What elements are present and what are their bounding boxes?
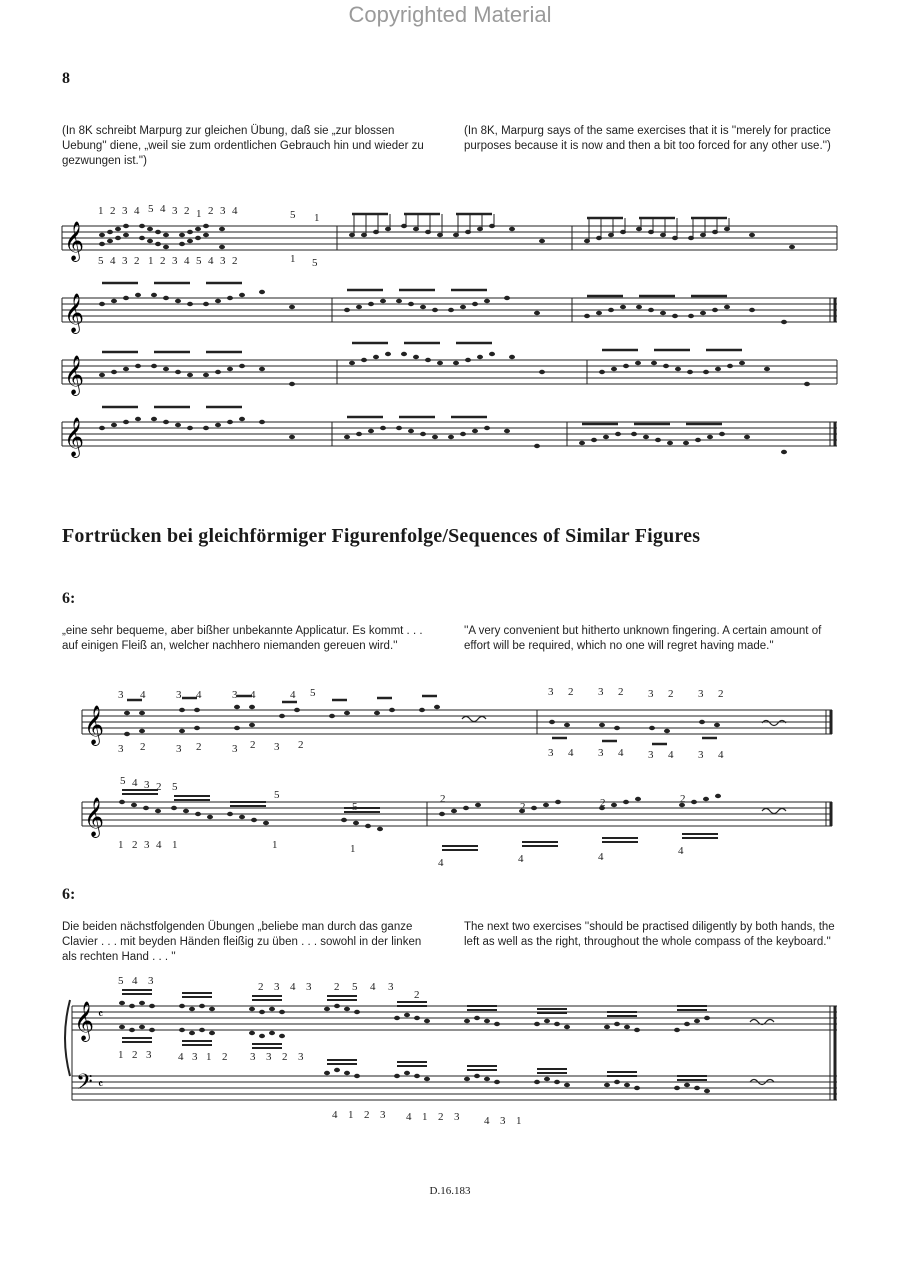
svg-text:2: 2 [196, 741, 202, 753]
music-staff-6 [82, 775, 842, 870]
svg-text:1: 1 [172, 839, 178, 851]
fingering-below-3: 3 [122, 255, 128, 267]
svg-text:2: 2 [618, 686, 624, 698]
music-staff-1 [62, 196, 842, 276]
svg-text:2: 2 [132, 839, 138, 851]
fingering-below-7: 3 [172, 255, 178, 267]
svg-text:3: 3 [266, 1051, 272, 1063]
example-2-number: 6: [62, 886, 76, 903]
svg-text:𝄞: 𝄞 [74, 1003, 95, 1040]
svg-text:4: 4 [290, 689, 296, 701]
svg-text:3: 3 [454, 1111, 460, 1123]
svg-text:1: 1 [272, 839, 278, 851]
fingering-above-7: 3 [172, 205, 178, 217]
fingering-below-2: 4 [110, 255, 116, 267]
fingering-below-8: 4 [184, 255, 190, 267]
svg-text:4: 4 [618, 747, 624, 759]
svg-text:2: 2 [440, 793, 446, 805]
section-heading: Fortrücken bei gleichförmiger Figurenfolge/Sequences of Similar Figures [62, 525, 701, 547]
svg-text:2: 2 [680, 793, 686, 805]
svg-text:3: 3 [698, 749, 704, 761]
svg-text:3: 3 [274, 741, 280, 753]
fingering-above-11: 3 [220, 205, 226, 217]
svg-text:3: 3 [144, 779, 150, 791]
svg-text:4: 4 [406, 1111, 412, 1123]
svg-text:5: 5 [172, 781, 178, 793]
svg-text:3: 3 [388, 981, 394, 993]
svg-text:2: 2 [282, 1051, 288, 1063]
fingering-above-8: 2 [184, 205, 190, 217]
svg-text:4: 4 [290, 981, 296, 993]
svg-text:4: 4 [518, 853, 524, 865]
svg-text:4: 4 [484, 1115, 490, 1127]
svg-text:3: 3 [146, 1049, 152, 1061]
music-staff-2 [62, 278, 842, 338]
svg-text:2: 2 [568, 686, 574, 698]
svg-text:4: 4 [438, 857, 444, 869]
svg-text:2: 2 [520, 801, 526, 813]
svg-text:1: 1 [516, 1115, 522, 1127]
svg-text:3: 3 [232, 689, 238, 701]
svg-text:2: 2 [258, 981, 264, 993]
svg-text:2: 2 [718, 688, 724, 700]
svg-text:5: 5 [118, 975, 124, 987]
svg-text:𝄞: 𝄞 [64, 357, 85, 394]
svg-text:4: 4 [132, 975, 138, 987]
svg-text:𝄞: 𝄞 [84, 799, 105, 836]
svg-text:5: 5 [310, 687, 316, 699]
svg-text:4: 4 [678, 845, 684, 857]
svg-text:3: 3 [306, 981, 312, 993]
fingering-above-2: 2 [110, 205, 116, 217]
svg-text:4: 4 [250, 689, 256, 701]
page-number: 8 [62, 70, 70, 87]
svg-text:4: 4 [196, 689, 202, 701]
svg-text:3: 3 [176, 743, 182, 755]
svg-text:1: 1 [206, 1051, 212, 1063]
example-2-german: Die beiden nächstfolgenden Übungen „beliebe man durch das ganze Clavier . . . mit beyden Händen fleißig zu üben . . . sowohl in der linken als rechten Hand . . . '' [62, 921, 422, 963]
svg-text:3: 3 [548, 686, 554, 698]
svg-text:1: 1 [348, 1109, 354, 1121]
watermark: Copyrighted Material [348, 2, 552, 27]
svg-text:1: 1 [422, 1111, 428, 1123]
fingering-below-5: 1 [148, 255, 154, 267]
svg-text:3: 3 [648, 688, 654, 700]
svg-text:𝄴: 𝄴 [98, 1007, 104, 1021]
svg-text:𝄞: 𝄞 [64, 295, 85, 332]
fingering-above-10: 2 [208, 205, 214, 217]
fingering-below-10: 4 [208, 255, 214, 267]
svg-text:2: 2 [668, 688, 674, 700]
svg-text:2: 2 [334, 981, 340, 993]
fingering-above-1: 1 [98, 205, 104, 217]
example-2-english: The next two exercises ''should be practised diligently by both hands, the left as well as the right, throughout the whole compass of the keyboard.'' [464, 921, 835, 948]
svg-text:2: 2 [364, 1109, 370, 1121]
music-grand-staff [62, 975, 842, 1138]
fingering-above-5: 5 [148, 203, 154, 215]
svg-text:2: 2 [600, 797, 606, 809]
fingering-below-4: 2 [134, 255, 140, 267]
fingering-below-6: 2 [160, 255, 166, 267]
svg-text:5: 5 [120, 775, 126, 787]
fingering-below-1: 5 [98, 255, 104, 267]
music-staff-3 [62, 340, 842, 400]
svg-text:3: 3 [144, 839, 150, 851]
svg-text:3: 3 [118, 689, 124, 701]
svg-text:3: 3 [176, 689, 182, 701]
svg-text:2: 2 [414, 989, 420, 1001]
svg-text:4: 4 [598, 851, 604, 863]
svg-text:2: 2 [438, 1111, 444, 1123]
svg-text:3: 3 [598, 747, 604, 759]
intro-english: (In 8K, Marpurg says of the same exercises that it is ''merely for practice purposes because it is now and then a bit too forced for any other use.'') [464, 125, 831, 152]
svg-text:4: 4 [332, 1109, 338, 1121]
svg-text:1: 1 [118, 1049, 124, 1061]
fingering-above-13: 5 [290, 209, 296, 221]
fingering-above-3: 3 [122, 205, 128, 217]
svg-text:5: 5 [274, 789, 280, 801]
example-1-german: „eine sehr bequeme, aber bißher unbekannte Applicatur. Es kommt . . . auf einigen Fleiß an, welcher nachhero niemanden gereuen wird.'' [62, 625, 423, 652]
fingering-below-11: 3 [220, 255, 226, 267]
svg-text:2: 2 [132, 1049, 138, 1061]
svg-text:𝄢: 𝄢 [76, 1070, 93, 1099]
svg-text:3: 3 [380, 1109, 386, 1121]
svg-text:1: 1 [118, 839, 124, 851]
svg-text:𝄞: 𝄞 [64, 223, 85, 260]
svg-text:3: 3 [698, 688, 704, 700]
svg-text:5: 5 [352, 981, 358, 993]
svg-text:3: 3 [298, 1051, 304, 1063]
svg-text:1: 1 [350, 843, 356, 855]
music-staff-4 [62, 402, 842, 462]
svg-text:3: 3 [648, 749, 654, 761]
svg-text:4: 4 [568, 747, 574, 759]
fingering-below-9: 5 [196, 255, 202, 267]
fingering-above-6: 4 [160, 203, 166, 215]
svg-text:3: 3 [148, 975, 154, 987]
footer-code: D.16.183 [429, 1185, 471, 1197]
svg-text:𝄞: 𝄞 [84, 707, 105, 744]
svg-text:4: 4 [370, 981, 376, 993]
svg-text:3: 3 [500, 1115, 506, 1127]
svg-text:4: 4 [156, 839, 162, 851]
fingering-above-12: 4 [232, 205, 238, 217]
svg-text:3: 3 [192, 1051, 198, 1063]
fingering-above-9: 1 [196, 208, 202, 220]
svg-text:4: 4 [132, 777, 138, 789]
svg-text:3: 3 [598, 686, 604, 698]
fingering-below-13: 1 [290, 253, 296, 265]
fingering-below-12: 2 [232, 255, 238, 267]
example-1-english: ''A very convenient but hitherto unknown fingering. A certain amount of effort will be required, which no one will regret having made.'' [464, 625, 822, 652]
fingering-above-14: 1 [314, 212, 320, 224]
svg-text:4: 4 [178, 1051, 184, 1063]
svg-text:4: 4 [668, 749, 674, 761]
svg-text:2: 2 [140, 741, 146, 753]
fingering-above-4: 4 [134, 205, 140, 217]
svg-text:5: 5 [352, 801, 358, 813]
svg-text:𝄴: 𝄴 [98, 1077, 104, 1091]
example-1-number: 6: [62, 590, 76, 607]
music-staff-5 [82, 688, 842, 768]
svg-text:2: 2 [156, 781, 162, 793]
svg-text:3: 3 [274, 981, 280, 993]
svg-text:3: 3 [232, 743, 238, 755]
fingering-below-14: 5 [312, 257, 318, 269]
svg-text:3: 3 [118, 743, 124, 755]
svg-text:2: 2 [298, 739, 304, 751]
svg-text:𝄞: 𝄞 [64, 419, 85, 456]
svg-text:3: 3 [548, 747, 554, 759]
svg-text:3: 3 [250, 1051, 256, 1063]
svg-text:4: 4 [718, 749, 724, 761]
intro-german: (In 8K schreibt Marpurg zur gleichen Übung, daß sie „zur blossen Uebung'' diene, „weil sie zum ordentlichen Gebrauch hin und wieder zu gezwungen ist.'') [62, 125, 424, 167]
svg-text:4: 4 [140, 689, 146, 701]
svg-text:2: 2 [250, 739, 256, 751]
svg-text:2: 2 [222, 1051, 228, 1063]
